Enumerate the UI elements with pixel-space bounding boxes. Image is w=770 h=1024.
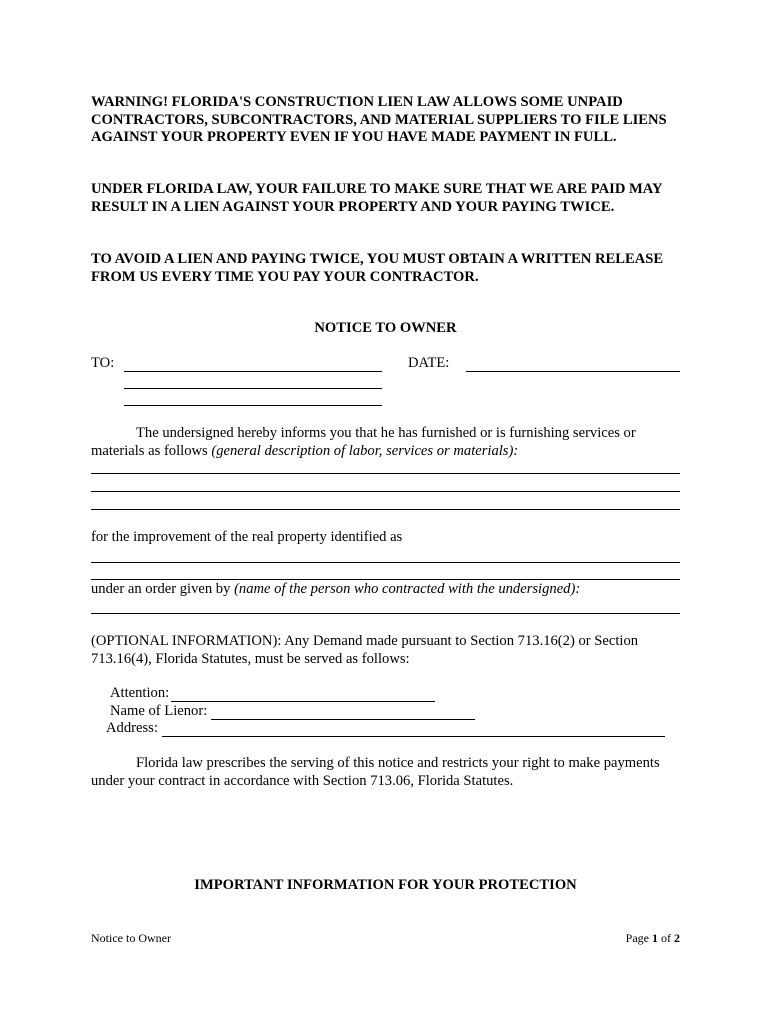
- lienor-line[interactable]: [211, 719, 475, 720]
- property-line-2[interactable]: [91, 579, 680, 580]
- description-line-3[interactable]: [91, 509, 680, 510]
- order-text: under an order given by: [91, 581, 235, 597]
- address-label: Address:: [106, 720, 158, 736]
- to-label: TO:: [91, 355, 115, 371]
- attention-label: Attention:: [110, 685, 170, 701]
- of-word: of: [658, 931, 674, 945]
- to-line-1[interactable]: [124, 371, 382, 372]
- intro-paragraph: [91, 425, 681, 460]
- lienor-label: Name of Lienor:: [110, 703, 208, 719]
- warning-paragraph-1: WARNING! FLORIDA'S CONSTRUCTION LIEN LAW ALLOWS SOME UNPAID CONTRACTORS, SUBCONTRACTORS, AND MATERIAL SUPPLIERS TO FILE LIENS AGAINST YOUR PROPERTY EVEN IF YOU HAVE MADE PAYMENT IN FULL.: [91, 94, 667, 145]
- intro-italic: (general description of labor, services or materials):: [211, 442, 519, 459]
- description-line-1[interactable]: [91, 473, 680, 474]
- property-line-1[interactable]: [91, 562, 680, 563]
- description-line-2[interactable]: [91, 491, 680, 492]
- order-paragraph: [91, 581, 580, 599]
- page-current: 1: [652, 931, 658, 945]
- page-word: Page: [625, 931, 652, 945]
- order-line[interactable]: [91, 613, 680, 614]
- date-line[interactable]: [466, 371, 680, 372]
- florida-law-paragraph: Florida law prescribes the serving of this notice and restricts your right to make payments under your contract in accordance with Section 713.06, Florida Statutes.: [91, 755, 660, 789]
- date-label: DATE:: [408, 355, 450, 371]
- attention-line[interactable]: [171, 701, 435, 702]
- notice-title: NOTICE TO OWNER: [314, 320, 457, 336]
- important-title: IMPORTANT INFORMATION FOR YOUR PROTECTION: [194, 877, 577, 893]
- page-number: [626, 930, 680, 948]
- improvement-text: for the improvement of the real property identified as: [91, 529, 403, 545]
- footer-title: Notice to Owner: [91, 931, 171, 945]
- to-line-2[interactable]: [124, 388, 382, 389]
- warning-paragraph-3: TO AVOID A LIEN AND PAYING TWICE, YOU MUST OBTAIN A WRITTEN RELEASE FROM US EVERY TIME YOU PAY YOUR CONTRACTOR.: [91, 251, 664, 285]
- page-total: 2: [674, 931, 680, 945]
- address-line[interactable]: [162, 736, 665, 737]
- intro-text: The undersigned hereby informs you that he has furnished or is furnishing services or materials as follows: [91, 425, 636, 459]
- to-line-3[interactable]: [124, 405, 382, 406]
- order-italic: (name of the person who contracted with the undersigned):: [234, 581, 581, 597]
- optional-information: (OPTIONAL INFORMATION): Any Demand made pursuant to Section 713.16(2) or Section 713.16(4), Florida Statutes, must be served as follows:: [91, 633, 639, 667]
- warning-paragraph-2: UNDER FLORIDA LAW, YOUR FAILURE TO MAKE SURE THAT WE ARE PAID MAY RESULT IN A LIEN AGAINST YOUR PROPERTY AND YOUR PAYING TWICE.: [91, 181, 663, 215]
